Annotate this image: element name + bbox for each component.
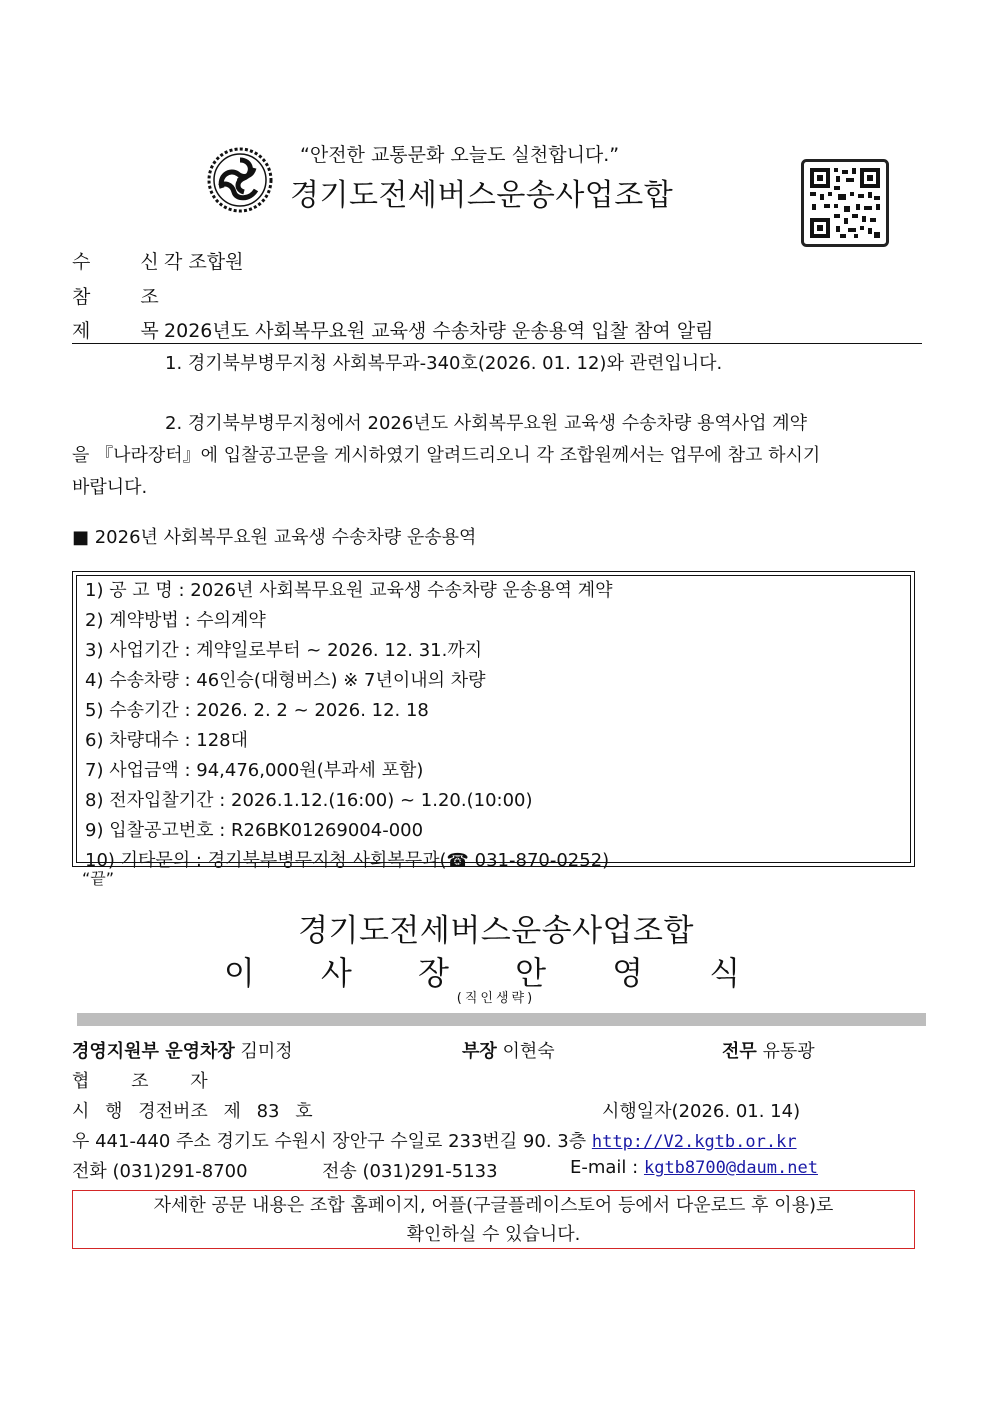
- address-line: [72, 1127, 797, 1153]
- organization-name: 경기도전세버스운송사업조합: [290, 178, 674, 213]
- director-title: 전무: [722, 1041, 757, 1062]
- detail-item: 8) 전자입찰기간 : 2026.1.12.(16:00) ~ 1.20.(10:00): [85, 790, 533, 811]
- staff-manager: [462, 1037, 555, 1063]
- details-box-inner: [76, 575, 911, 871]
- dept-name: 김미정: [240, 1041, 293, 1062]
- detail-item: 10) 기타문의 : 경기북부병무지청 사회복무과(☎ 031-870-0252): [85, 850, 610, 871]
- cooperator-label: 협 조 자: [72, 1071, 226, 1092]
- reference-row: [72, 282, 181, 309]
- detail-item: 2) 계약방법 : 수의계약: [85, 610, 266, 631]
- detail-item: 9) 입찰공고번호 : R26BK01269004-000: [85, 820, 424, 841]
- detail-item: 6) 차량대수 : 128대: [85, 730, 249, 751]
- ref-label: 참 조: [72, 286, 181, 308]
- signature-title: 이 사 장 안 영 식: [223, 954, 769, 992]
- recipient-row: [72, 247, 244, 274]
- detail-item: 4) 수송차량 : 46인승(대형버스) ※ 7년이내의 차량: [85, 670, 486, 691]
- signature-organization: 경기도전세버스운송사업조합: [298, 913, 694, 949]
- email-link[interactable]: kgtb8700@daum.net: [643, 1158, 818, 1178]
- to-label: 수 신: [72, 251, 181, 273]
- detail-item: 7) 사업금액 : 94,476,000원(부과세 포함): [85, 760, 424, 781]
- to-value: 각 조합원: [164, 251, 244, 273]
- seal-omitted-note: (직인생략): [456, 991, 536, 1006]
- address: 우 441-440 주소 경기도 수원시 장안구 수일로 233번길 90. 3층: [72, 1131, 587, 1152]
- subject-row: [72, 316, 714, 343]
- details-box: [72, 571, 915, 871]
- manager-title: 부장: [462, 1041, 497, 1062]
- fax: 전송 (031)291-5133: [322, 1161, 498, 1182]
- detail-item: 5) 수송기간 : 2026. 2. 2 ~ 2026. 12. 18: [85, 700, 429, 721]
- detail-item: 3) 사업기간 : 계약일로부터 ~ 2026. 12. 31.까지: [85, 640, 483, 661]
- website-link[interactable]: http://V2.kgtb.or.kr: [591, 1132, 797, 1152]
- section-title: ■ 2026년 사회복무요원 교육생 수송차량 운송용역: [72, 527, 477, 548]
- notice-box: [72, 1190, 915, 1249]
- dept-title: 경영지원부 운영차장: [72, 1041, 235, 1062]
- detail-item: 1) 공 고 명 : 2026년 사회복무요원 교육생 수송차량 운송용역 계약: [85, 580, 613, 601]
- phone: 전화 (031)291-8700: [72, 1161, 248, 1182]
- staff-director: [722, 1037, 815, 1063]
- paragraph-2-line-2: 을 『나라장터』에 입찰공고문을 게시하였기 알려드리오니 각 조합원께서는 업무에 참고 하시기: [72, 445, 821, 466]
- staff-dept: [72, 1037, 293, 1063]
- subject-divider: [72, 343, 922, 344]
- manager-name: 이현숙: [502, 1041, 555, 1062]
- email-label: E-mail :: [570, 1157, 639, 1178]
- paragraph-2-line-3: 바랍니다.: [72, 477, 148, 498]
- paragraph-1: 1. 경기북부병무지청 사회복무과-340호(2026. 01. 12)와 관련입니다.: [165, 353, 723, 374]
- email-line: [570, 1157, 818, 1178]
- union-emblem-icon: [206, 146, 274, 214]
- enforcement-date: 시행일자(2026. 01. 14): [602, 1101, 801, 1122]
- end-mark: “끝”: [82, 869, 115, 888]
- paragraph-2-line-1: 2. 경기북부병무지청에서 2026년도 사회복무요원 교육생 수송차량 용역사업 계약: [165, 413, 808, 434]
- qr-code-icon[interactable]: [801, 159, 889, 247]
- director-name: 유동광: [762, 1041, 815, 1062]
- notice-line-2: 확인하실 수 있습니다.: [406, 1224, 581, 1245]
- notice-line-1: 자세한 공문 내용은 조합 홈페이지, 어플(구글플레이스토어 등에서 다운로드 후 이용)로: [153, 1195, 834, 1216]
- subject-label: 제 목: [72, 320, 181, 342]
- divider-bar: [77, 1013, 926, 1026]
- slogan: “안전한 교통문화 오늘도 실천합니다.”: [300, 144, 620, 166]
- subject-value: 2026년도 사회복무요원 교육생 수송차량 운송용역 입찰 참여 알림: [164, 320, 714, 342]
- enforcement-number: 시 행 경전버조 제 83 호: [72, 1101, 313, 1122]
